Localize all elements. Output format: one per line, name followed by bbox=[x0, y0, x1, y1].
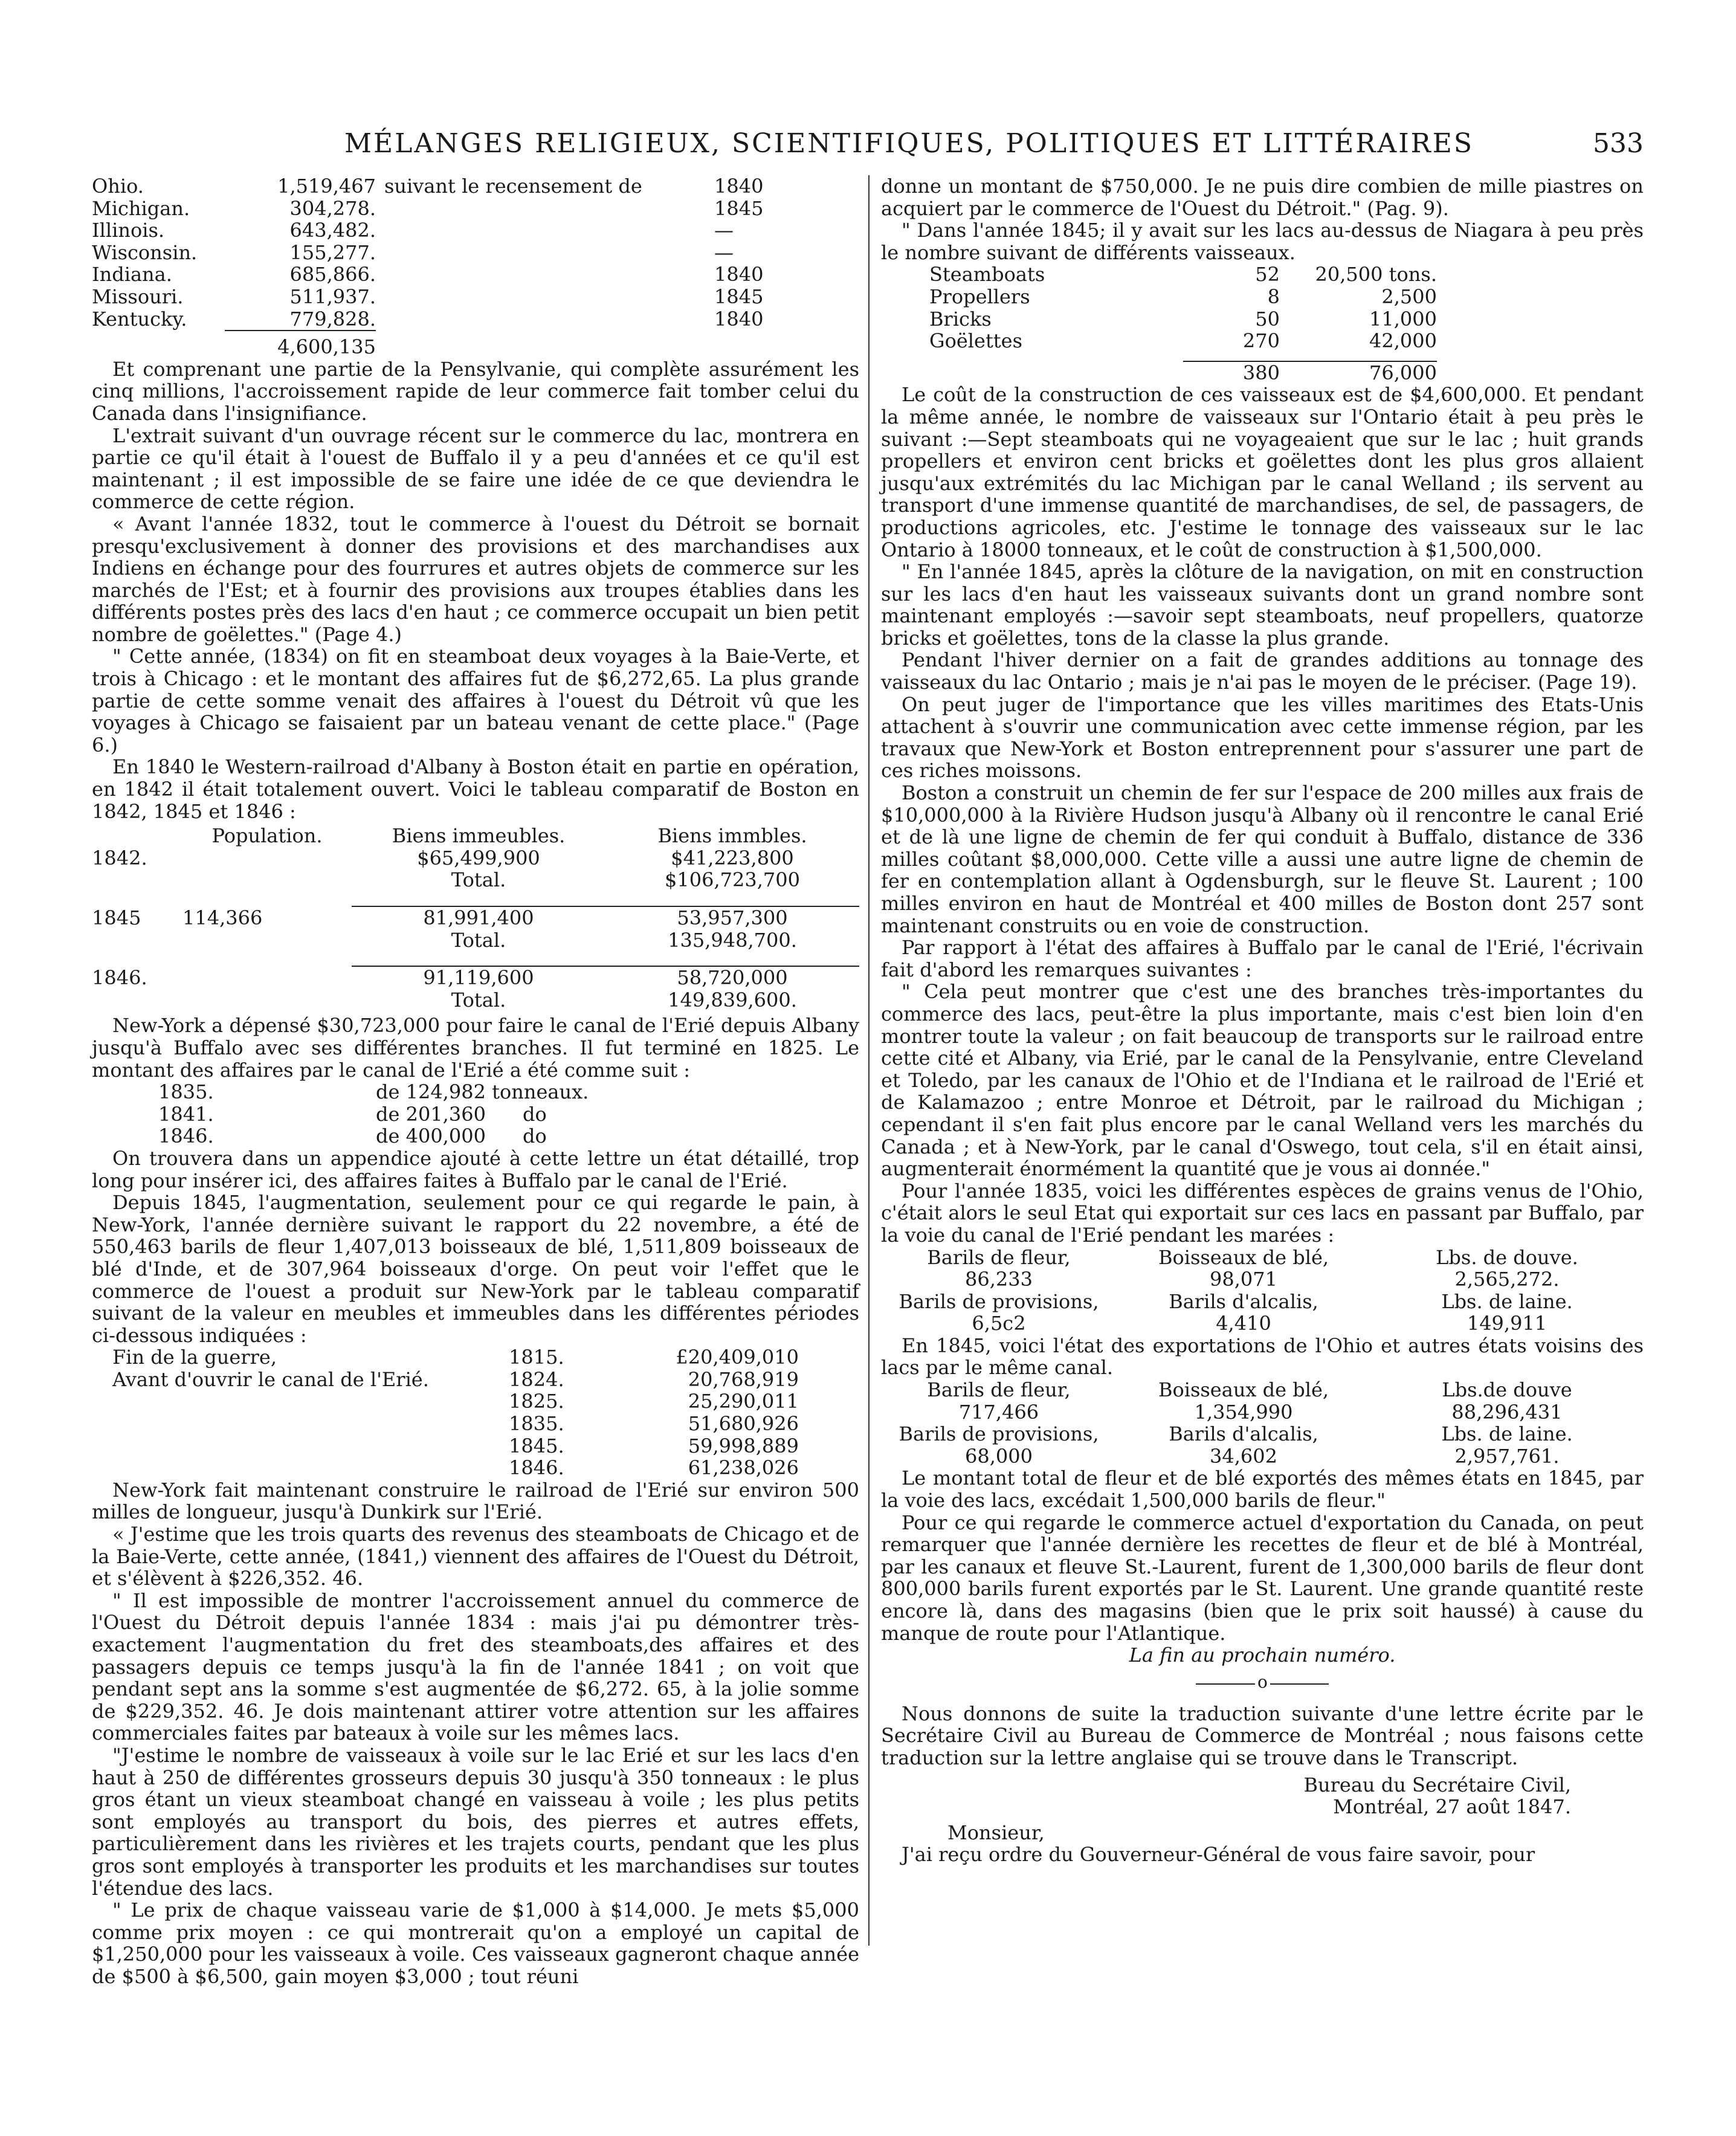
state-population: 1,519,467 bbox=[277, 175, 376, 198]
paragraph: L'extrait suivant d'un ouvrage récent sur le commerce du lac, montrera en partie ce qu'il était à l'ouest de Buffalo il y a peu d'années et ce qu'il est maintenant ; il est impossible de se faire une idée de ce que deviendra le commerce de cette région. bbox=[92, 424, 859, 514]
row-year: 1846. bbox=[158, 1124, 214, 1148]
vessel-tons: 42,000 bbox=[1369, 329, 1437, 353]
state-year: 1845 bbox=[714, 196, 764, 220]
signature-date: Montréal, 27 août 1847. bbox=[1333, 1795, 1571, 1819]
paragraph: Pour ce qui regarde le commerce actuel d'exportation du Canada, on peut remarquer que l'année dernière les recettes de fleur et de blé à Montréal, par les canaux et fleuve St.-Laurent, furent de 1,300,000 barils de fleur dont 800,000 barils furent exportés par le St. Laurent. Une grande quantité reste encore là, dans des magasins (bien que le prix soit haussé) à cause du manque de route pour l'Atlantique. bbox=[881, 1511, 1644, 1645]
row-value: 20,768,919 bbox=[688, 1367, 799, 1391]
paragraph: donne un montant de $750,000. Je ne puis dire combien de mille piastres on acquiert par le commerce de l'Ouest du Détroit." (Pag. 9). bbox=[881, 175, 1644, 220]
row-value: 86,233 bbox=[965, 1268, 1033, 1291]
row-year: 1846. bbox=[92, 966, 147, 989]
row-population: 114,366 bbox=[182, 906, 263, 929]
paragraph: Et comprenant une partie de la Pensylvanie, qui complète assurément les cinq millions, l'accroissement rapide de leur commerce fait tomber celui du Canada dans l'insignifiance. bbox=[92, 357, 859, 425]
state-population: 155,277. bbox=[289, 240, 376, 264]
left-column bbox=[92, 175, 859, 1988]
row-value: 88,296,431 bbox=[1451, 1400, 1563, 1424]
table-row bbox=[881, 1445, 1644, 1468]
vessel-type: Propellers bbox=[929, 285, 1030, 308]
table-total-row bbox=[92, 929, 859, 952]
row-value: 6,5c2 bbox=[972, 1312, 1026, 1335]
table-header-row bbox=[881, 1291, 1644, 1313]
grains-1845-table bbox=[881, 1379, 1644, 1467]
row-year: 1842. bbox=[92, 846, 147, 870]
vessels-total-tons: 76,000 bbox=[1280, 361, 1437, 384]
table-row bbox=[92, 1413, 859, 1435]
erie-table bbox=[92, 1081, 859, 1147]
table-row bbox=[881, 1401, 1644, 1424]
table-row bbox=[92, 175, 859, 198]
paragraph: Depuis 1845, l'augmentation, seulement pour ce qui regarde le pain, à New-York, l'année dernière suivant le rapport du 22 novembre, a été de 550,463 barils de fleur 1,407,013 boisseaux de blé, 1,511,809 boisseaux de blé d'Inde, et de 307,964 boisseaux d'orge. On peut voir l'effet que le commerce de l'ouest a produit sur New-York par le tableau comparatif suivant de la valeur en meubles et immeubles dans les différentes périodes ci-dessous indiquées : bbox=[92, 1191, 859, 1347]
column-divider bbox=[868, 175, 870, 1946]
state-population: 685,866. bbox=[289, 263, 376, 286]
column-header: Boisseaux de blé, bbox=[1158, 1378, 1329, 1402]
row-value: $41,223,800 bbox=[671, 846, 794, 870]
table-header-row bbox=[881, 1423, 1644, 1445]
table-row bbox=[881, 330, 1644, 352]
table-row bbox=[92, 1457, 859, 1479]
running-title: MÉLANGES RELIGIEUX, SCIENTIFIQUES, POLITIQUES ET LITTÉRAIRES bbox=[344, 128, 1474, 159]
column-header: Barils de fleur, bbox=[927, 1378, 1071, 1402]
state-population: 511,937. bbox=[289, 285, 376, 308]
boston-table bbox=[92, 825, 859, 1011]
row-year: 1845. bbox=[509, 1434, 564, 1457]
row-year: 1825. bbox=[509, 1390, 564, 1413]
row-value: 53,957,300 bbox=[605, 906, 859, 929]
table-row bbox=[92, 219, 859, 242]
table-header-row bbox=[881, 1247, 1644, 1269]
paragraph: « Avant l'année 1832, tout le commerce à l'ouest du Détroit se bornait presqu'exclusivement à donner des provisions et des marchandises aux Indiens en échange pour des fourrures et autres objets de commerce sur les marchés de l'Est; et à fournir des provisions aux troupes établies dans les différents postes près des lacs d'en haut ; ce commerce occupait un bien petit nombre de goëlettes." (Page 4.) bbox=[92, 512, 859, 646]
row-value: 58,720,000 bbox=[605, 966, 859, 989]
table-row bbox=[92, 198, 859, 220]
state-population: 643,482. bbox=[289, 219, 376, 242]
row-value: 2,957,761. bbox=[1454, 1444, 1560, 1468]
paragraph: " En l'année 1845, après la clôture de la navigation, on mit en construction sur les lacs d'en haut les vaisseaux suivants dont un grand nombre sont maintenant employés :—savoir sept steamboats, neuf propellers, quatorze bricks et goëlettes, tons de la classe la plus grande. bbox=[881, 560, 1644, 650]
row-value: 59,998,889 bbox=[688, 1434, 799, 1457]
state-population: 304,278. bbox=[289, 196, 376, 220]
column-header: Lbs.de douve bbox=[1442, 1378, 1572, 1402]
paragraph: Par rapport à l'état des affaires à Buffalo par le canal de l'Erié, l'écrivain fait d'abord les remarques suivantes : bbox=[881, 936, 1644, 981]
table-row bbox=[92, 263, 859, 286]
column-header: Barils d'alcalis, bbox=[1169, 1422, 1318, 1446]
grains-1835-table bbox=[881, 1247, 1644, 1335]
vessel-type: Bricks bbox=[929, 307, 992, 331]
table-row bbox=[92, 308, 859, 331]
vessel-type: Steamboats bbox=[929, 263, 1045, 286]
row-population bbox=[182, 847, 352, 870]
total-label: Total. bbox=[451, 928, 506, 952]
table-row bbox=[881, 263, 1644, 286]
paragraph: On peut juger de l'importance que les villes maritimes des Etats-Unis attachent à s'ouvrir une communication avec cette immense région, par les travaux que New-York et Boston entreprennent pour s'assurer une part de ces riches moissons. bbox=[881, 692, 1644, 782]
table-row bbox=[92, 331, 859, 358]
vessel-tons: 2,500 bbox=[1381, 285, 1437, 308]
row-year: 1835. bbox=[509, 1412, 564, 1436]
column-header: Boisseaux de blé, bbox=[1158, 1245, 1329, 1269]
state-year: — bbox=[714, 219, 734, 242]
paragraph: " Cela peut montrer que c'est une des branches très-importantes du commerce des lacs, peut-être la plus importante, mais c'est bien loin d'en montrer toute la valeur ; on fait beaucoup de transports sur le railroad entre cette cité et Albany, via Erié, par le canal de la Pensylvanie, entre Cleveland et Toledo, par les canaux de l'Ohio et de l'Indiana et le railroad de l'Erié et de Kalamazoo ; entre Monroe et Détroit, par le railroad du Michigan ; cependant il s'en fait plus encore par le canal Welland vers les marchés du Canada ; et à New-York, par le canal d'Oswego, tout cela, s'il en était ainsi, augmenterait énormément la quantité que je vous ai donnée." bbox=[881, 980, 1644, 1181]
vessels-table bbox=[881, 263, 1644, 384]
row-year: 1824. bbox=[509, 1367, 564, 1391]
paragraph: New-York a dépensé $30,723,000 pour faire le canal de l'Erié depuis Albany jusqu'à Buffalo avec ses différentes branches. Il fut terminé en 1825. Le montant des affaires par le canal de l'Erié a été comme suit : bbox=[92, 1014, 859, 1082]
vessels-total-count: 380 bbox=[1183, 361, 1280, 384]
vessel-count: 8 bbox=[1267, 285, 1280, 308]
paragraph: J'ai reçu ordre du Gouverneur-Général de vous faire savoir, pour bbox=[902, 1843, 1535, 1867]
vessel-type: Goëlettes bbox=[929, 329, 1023, 353]
row-total: 135,948,700. bbox=[668, 928, 797, 952]
paragraph: Le montant total de fleur et de blé exportés des mêmes états en 1845, par la voie des lacs, excédait 1,500,000 barils de fleur." bbox=[881, 1466, 1644, 1512]
row-value: £20,409,010 bbox=[676, 1346, 799, 1369]
paragraph: « J'estime que les trois quarts des revenus des steamboats de Chicago et de la Baie-Verte, cette année, (1841,) viennent des affaires de l'Ouest du Détroit, et s'élèvent à $226,352. 46. bbox=[92, 1523, 859, 1590]
row-year: 1815. bbox=[509, 1346, 564, 1369]
row-value: 4,410 bbox=[1216, 1312, 1271, 1335]
state-year: 1840 bbox=[714, 175, 764, 198]
paragraph: On trouvera dans un appendice ajouté à cette lettre un état détaillé, trop long pour insérer ici, des affaires faites à Buffalo par le canal de l'Erié. bbox=[92, 1146, 859, 1192]
row-value: 2,565,272. bbox=[1454, 1268, 1560, 1291]
column-header: Biens immeubles. bbox=[392, 824, 566, 848]
table-row bbox=[881, 286, 1644, 308]
table-row bbox=[92, 1369, 859, 1391]
vessel-count: 52 bbox=[1255, 263, 1280, 286]
population-total: 4,600,135 bbox=[225, 331, 376, 358]
paragraph: Pour l'année 1835, voici les différentes espèces de grains venus de l'Ohio, c'était alors le seul Etat qui exportait sur ces lacs en passant par Buffalo, par la voie du canal de l'Erié pendant les marées : bbox=[881, 1179, 1644, 1247]
table-row bbox=[92, 847, 859, 870]
paragraph: " Dans l'année 1845; il y avait sur les lacs au-dessus de Niagara à peu près le nombre suivant de différents vaisseaux. bbox=[881, 219, 1644, 264]
row-value: 717,466 bbox=[958, 1400, 1039, 1424]
table-row bbox=[92, 242, 859, 264]
table-row bbox=[92, 1125, 859, 1147]
row-value: 25,290,011 bbox=[688, 1390, 799, 1413]
column-header: Lbs. de douve. bbox=[1436, 1245, 1578, 1269]
paragraph: Nous donnons de suite la traduction suivante d'une lettre écrite par le Secrétaire Civil au Bureau de Commerce de Montréal ; nous faisons cette traduction sur la lettre anglaise qui se trouve dans le Transcript. bbox=[881, 1702, 1644, 1769]
row-year: 1835. bbox=[158, 1080, 214, 1104]
total-label: Total. bbox=[451, 988, 506, 1012]
row-value: 34,602 bbox=[1210, 1444, 1277, 1468]
row-value: 98,071 bbox=[1210, 1268, 1277, 1291]
row-total: $106,723,700 bbox=[665, 868, 800, 892]
row-value: 51,680,926 bbox=[688, 1412, 799, 1436]
state-name: Ohio. bbox=[92, 175, 144, 198]
table-row bbox=[92, 1390, 859, 1413]
column-header: Population. bbox=[211, 824, 323, 848]
continuation-note: La fin au prochain numéro. bbox=[1129, 1644, 1396, 1667]
state-year: 1840 bbox=[714, 308, 764, 331]
vessel-tons: 20,500 tons. bbox=[1315, 263, 1437, 286]
paragraph: " Cette année, (1834) on fit en steamboat deux voyages à la Baie-Verte, et trois à Chicago : et le montant des affaires fut de $6,272,65. La plus grande partie de cette somme venait des affaires à l'ouest du Détroit vû que les voyages à Chicago se faisaient par un bateau venant de cette place." (Page 6.) bbox=[92, 645, 859, 757]
section-separator bbox=[1196, 1671, 1329, 1692]
row-year: 1846. bbox=[509, 1456, 564, 1480]
column-header: Barils de provisions, bbox=[899, 1422, 1099, 1446]
table-row bbox=[92, 1346, 859, 1369]
row-value: de 201,360 do bbox=[376, 1102, 547, 1126]
state-note: suivant le recensement de bbox=[384, 175, 642, 198]
column-header: Barils de fleur, bbox=[927, 1245, 1071, 1269]
row-value: $65,499,900 bbox=[417, 846, 540, 870]
row-label: Fin de la guerre, bbox=[112, 1346, 277, 1369]
table-row bbox=[881, 1312, 1644, 1335]
row-population bbox=[182, 966, 352, 989]
table-total-row bbox=[881, 361, 1644, 384]
paragraph: " Il est impossible de montrer l'accroissement annuel du commerce de l'Ouest du Détroit depuis l'année 1834 : mais j'ai pu démontrer très-exactement l'augmentation du fret des steamboats,des affaires et des passagers depuis ce temps jusqu'à la fin de l'année 1841 ; on voit que pendant sept ans la somme s'est augmentée de $6,272. 65, à la jolie somme de $229,352. 46. Je dois maintenant attirer votre attention sur les affaires commerciales faites par bateaux à voile sur les mêmes lacs. bbox=[92, 1589, 859, 1745]
state-year: 1840 bbox=[714, 263, 764, 286]
paragraph: Le coût de la construction de ces vaisseaux est de $4,600,000. Et pendant la même année, le nombre de vaisseaux sur l'Ontario était à peu près le suivant :—Sept steamboats qui ne voyageaient que sur le lac ; huit grands propellers et environ cent bricks et goëlettes dont les plus gros allaient jusqu'aux extrémités du lac Michigan par le canal Welland ; ils servent au transport d'une immense quantité de marchandises, de sel, de passagers, de productions agricoles, etc. J'estime le tonnage des vaisseaux sur le lac Ontario à 18000 tonneaux, et le coût de construction à $1,500,000. bbox=[881, 383, 1644, 561]
separator-mark: o bbox=[1255, 1671, 1270, 1694]
state-year: 1845 bbox=[714, 285, 764, 308]
paragraph: Boston a construit un chemin de fer sur l'espace de 200 milles aux frais de $10,000,000 à la Rivière Hudson jusqu'à Albany où il rencontre le canal Erié et de là une ligne de chemin de fer qui conduit à Buffalo, distance de 336 milles coûtant $8,000,000. Cette ville a aussi une autre ligne de chemin de fer en contemplation allant à Ogdensburgh, sur le fleuve St. Laurent ; 100 milles environ en haut de Montréal et 400 milles de Boston dont 257 sont maintenant construits ou en voie de construction. bbox=[881, 781, 1644, 937]
paragraph: En 1840 le Western-railroad d'Albany à Boston était en partie en opération, en 1842 il était totalement ouvert. Voici le tableau comparatif de Boston en 1842, 1845 et 1846 : bbox=[92, 755, 859, 823]
paragraph: New-York fait maintenant construire le railroad de l'Erié sur environ 500 milles de longueur, jusqu'à Dunkirk sur l'Erié. bbox=[92, 1478, 859, 1524]
state-name: Kentucky. bbox=[92, 308, 187, 331]
table-total-row bbox=[92, 989, 859, 1012]
newyork-table bbox=[92, 1346, 859, 1479]
column-header: Lbs. de laine. bbox=[1441, 1289, 1573, 1313]
row-value: 81,991,400 bbox=[352, 906, 605, 929]
state-year: — bbox=[714, 240, 734, 264]
row-value: de 400,000 do bbox=[376, 1124, 547, 1148]
row-value: 1,354,990 bbox=[1194, 1400, 1293, 1424]
table-header-row bbox=[92, 825, 859, 847]
state-name: Missouri. bbox=[92, 285, 184, 308]
column-header: Barils de provisions, bbox=[899, 1289, 1099, 1313]
column-header: Barils d'alcalis, bbox=[1169, 1289, 1318, 1313]
row-label: Avant d'ouvrir le canal de l'Erié. bbox=[112, 1367, 429, 1391]
paragraph: "J'estime le nombre de vaisseaux à voile sur le lac Erié et sur les lacs d'en haut à 250 de différentes grosseurs depuis 30 jusqu'à 350 tonneaux : le plus gros étant un vieux steamboat changé en vaisseau à voile ; les plus petits sont employés au transport du bois, des pierres et autres effets, particulièrement dans les rivières et les trajets courts, pendant que les plus gros sont employés à transporter les produits et les marchandises sur toutes l'étendue des lacs. bbox=[92, 1743, 859, 1900]
table-header-row bbox=[881, 1379, 1644, 1401]
table-row bbox=[92, 286, 859, 308]
running-header bbox=[91, 128, 1644, 164]
paragraph: Pendant l'hiver dernier on a fait de grandes additions au tonnage des vaisseaux du lac Ontario ; mais je n'ai pas le moyen de le préciser. (Page 19). bbox=[881, 648, 1644, 694]
table-row bbox=[92, 906, 859, 929]
table-row bbox=[92, 1435, 859, 1457]
column-header: Biens immbles. bbox=[657, 824, 807, 848]
vessel-count: 270 bbox=[1242, 329, 1280, 353]
state-population: 779,828. bbox=[289, 307, 376, 331]
signature-office: Bureau du Secrétaire Civil, bbox=[1303, 1773, 1571, 1796]
table-row bbox=[92, 1103, 859, 1126]
row-value: 149,911 bbox=[1467, 1312, 1547, 1335]
salutation: Monsieur, bbox=[947, 1821, 1045, 1844]
table-row bbox=[92, 1081, 859, 1103]
vessel-count: 50 bbox=[1255, 307, 1280, 331]
row-total: 149,839,600. bbox=[668, 988, 797, 1012]
table-row bbox=[881, 1268, 1644, 1291]
table-row bbox=[92, 966, 859, 989]
total-label: Total. bbox=[451, 868, 506, 892]
state-name: Wisconsin. bbox=[92, 240, 198, 264]
table-row bbox=[881, 308, 1644, 331]
state-name: Michigan. bbox=[92, 196, 190, 220]
row-year: 1845 bbox=[92, 906, 141, 929]
row-year: 1841. bbox=[158, 1102, 214, 1126]
page-number: 533 bbox=[1593, 128, 1644, 159]
paragraph: En 1845, voici l'état des exportations de l'Ohio et autres états voisins des lacs par le même canal. bbox=[881, 1334, 1644, 1379]
row-value: 68,000 bbox=[965, 1444, 1033, 1468]
right-column bbox=[881, 175, 1644, 1866]
vessel-tons: 11,000 bbox=[1369, 307, 1437, 331]
state-name: Illinois. bbox=[92, 219, 165, 242]
paragraph: " Le prix de chaque vaisseau varie de $1,000 à $14,000. Je mets $5,000 comme prix moyen : ce qui montrerait qu'on a employé un capital de $1,250,000 pour les vaisseaux à voile. Ces vaisseaux gagneront chaque année de $500 à $6,500, gain moyen $3,000 ; tout réuni bbox=[92, 1899, 859, 1988]
row-value: 61,238,026 bbox=[688, 1456, 799, 1480]
population-table bbox=[92, 175, 859, 358]
column-header: Lbs. de laine. bbox=[1441, 1422, 1573, 1446]
table-total-row bbox=[92, 869, 859, 891]
row-value: 91,119,600 bbox=[352, 966, 605, 989]
row-value: de 124,982 tonneaux. bbox=[376, 1080, 589, 1104]
state-name: Indiana. bbox=[92, 263, 172, 286]
